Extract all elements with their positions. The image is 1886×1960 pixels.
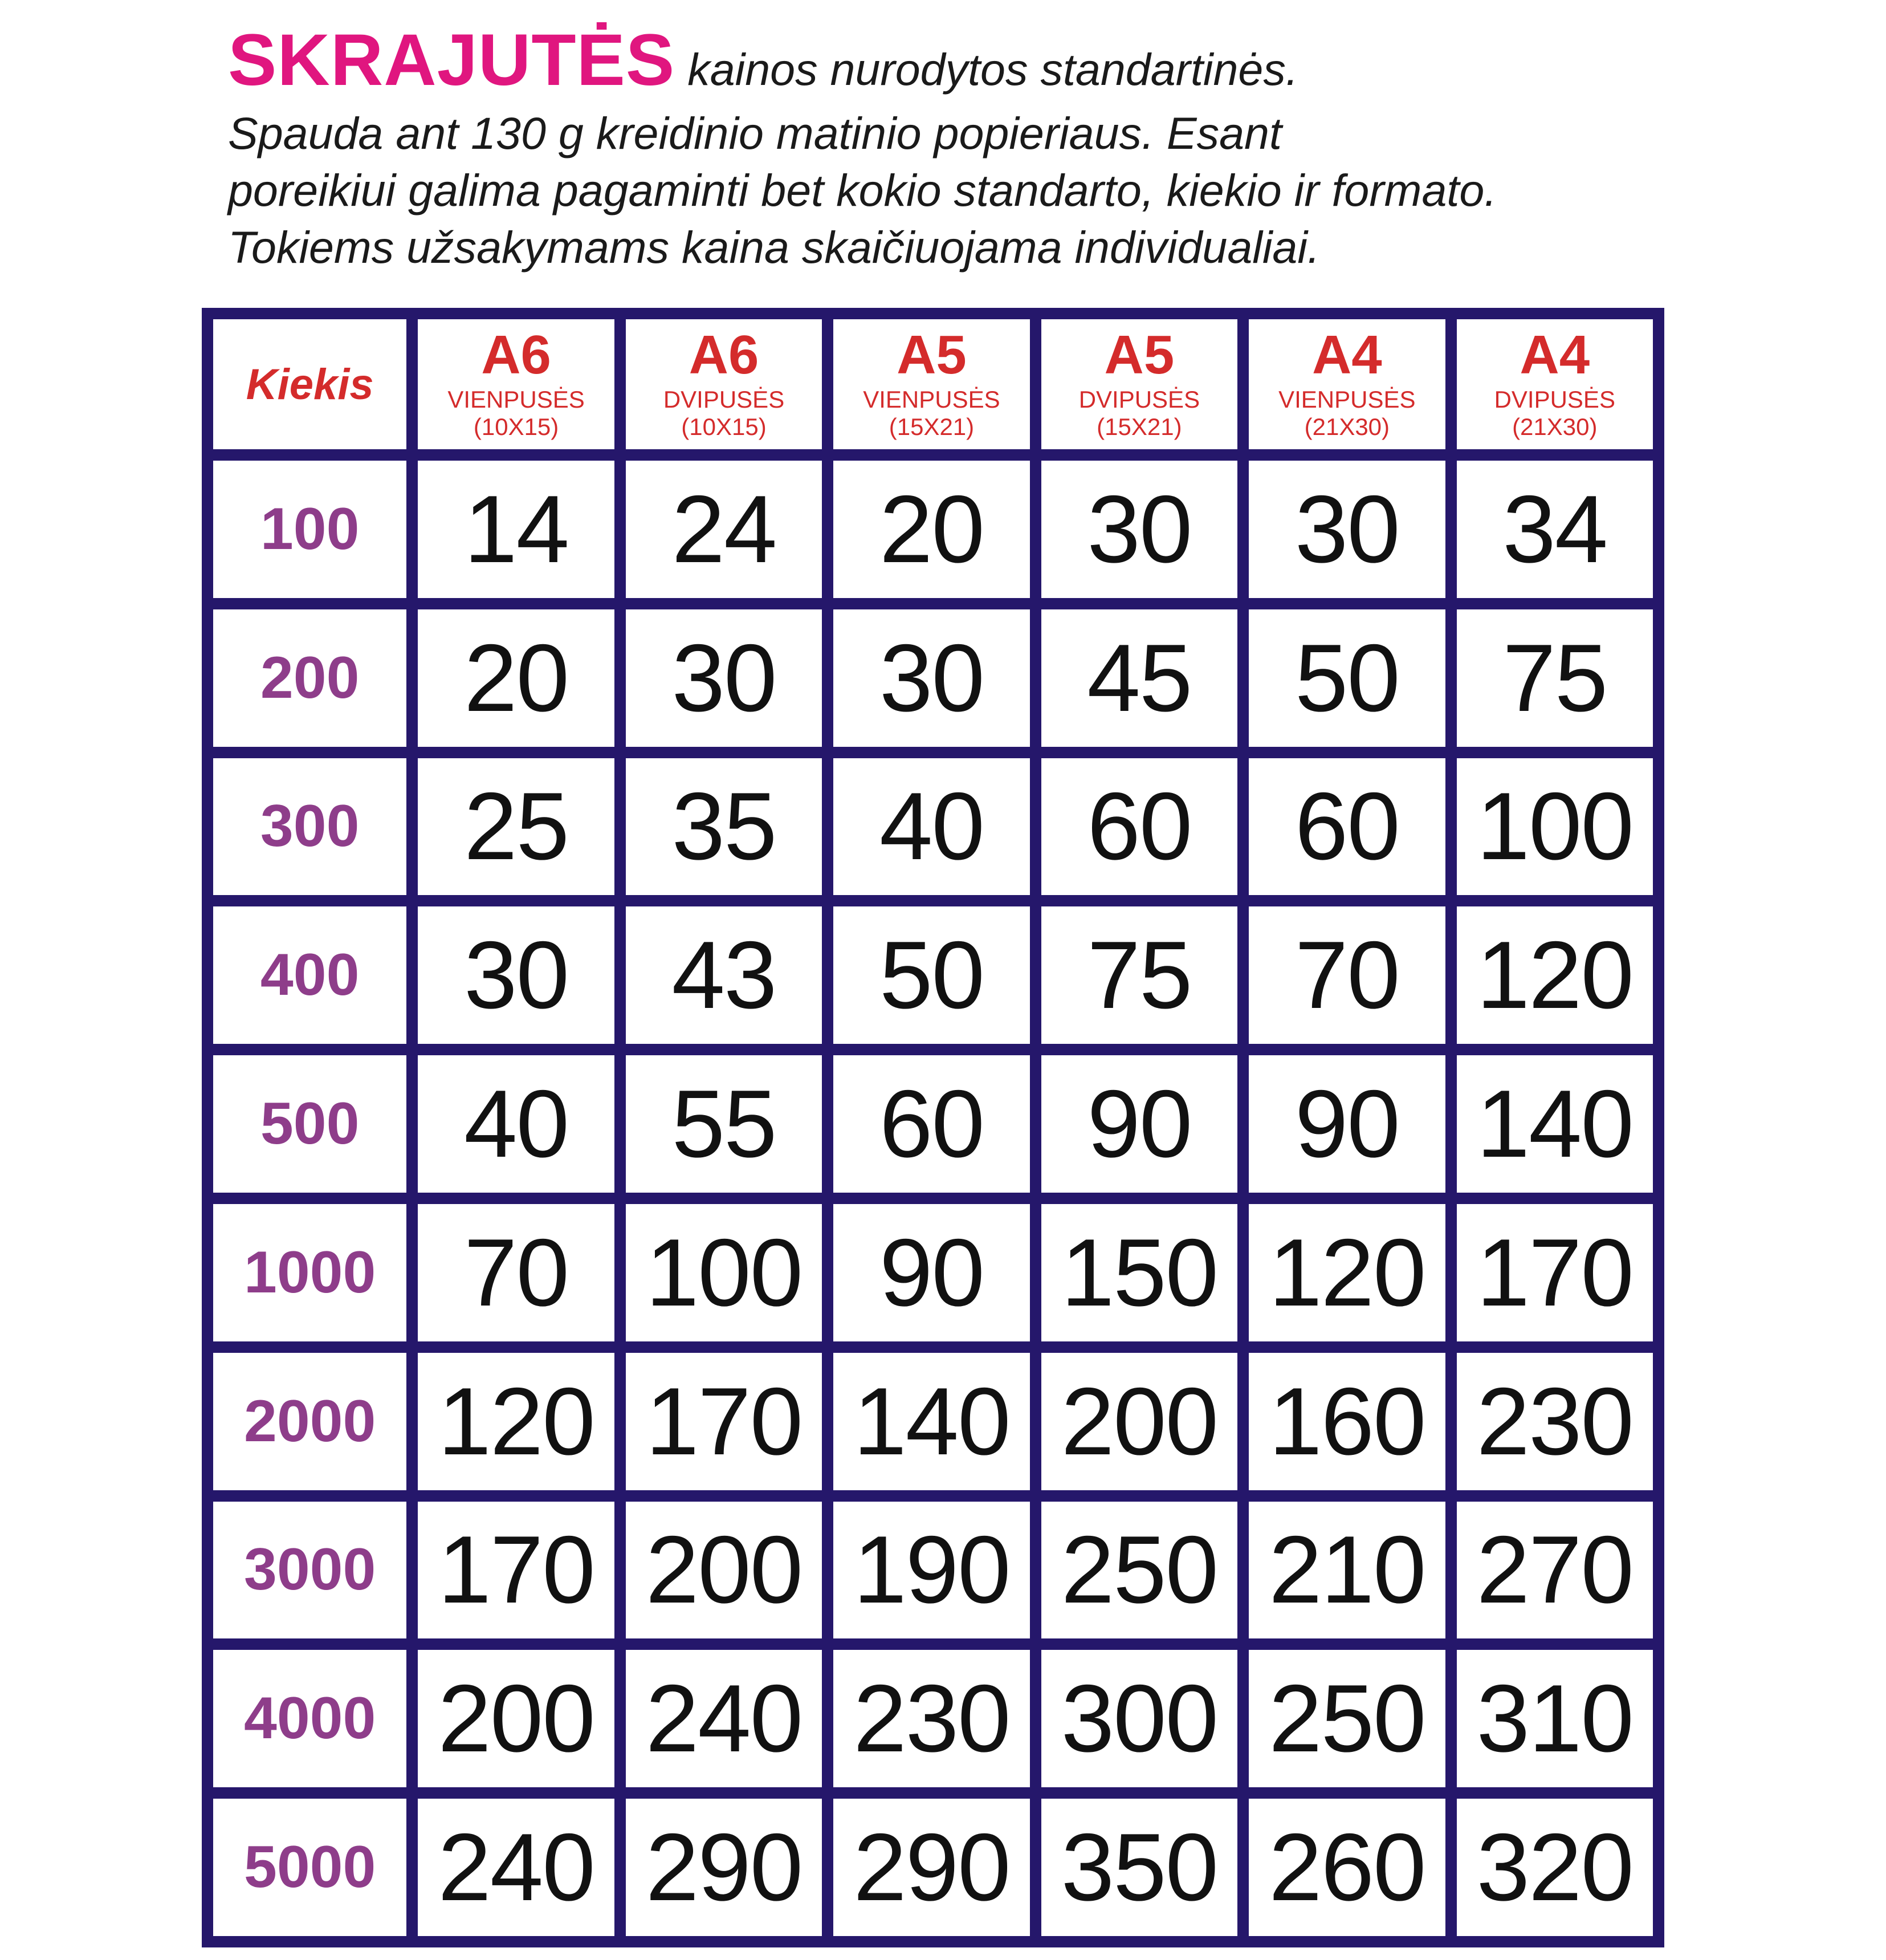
price-cell: 90 xyxy=(1243,1050,1451,1198)
price-cell: 50 xyxy=(1243,604,1451,753)
format-code: A4 xyxy=(1520,324,1590,385)
price-cell: 120 xyxy=(1243,1198,1451,1347)
price-cell: 240 xyxy=(412,1793,620,1942)
intro-block xyxy=(228,19,1869,276)
price-cell: 270 xyxy=(1451,1496,1659,1645)
price-cell: 290 xyxy=(828,1793,1035,1942)
format-header xyxy=(1243,314,1451,455)
price-cell: 170 xyxy=(620,1347,828,1496)
intro-first-line xyxy=(228,19,1869,105)
intro-line: poreikiui galima pagaminti bet kokio standarto, kiekio ir formato. xyxy=(228,165,1497,215)
price-cell: 20 xyxy=(412,604,620,753)
price-cell: 50 xyxy=(828,901,1035,1050)
page-title: SKRAJUTĖS xyxy=(228,19,675,101)
table-row xyxy=(207,901,1659,1050)
price-cell: 190 xyxy=(828,1496,1035,1645)
format-code: A5 xyxy=(897,324,967,385)
price-cell: 150 xyxy=(1036,1198,1243,1347)
format-size: (10X15) xyxy=(473,413,559,440)
price-cell: 160 xyxy=(1243,1347,1451,1496)
format-size: (15X21) xyxy=(889,413,975,440)
price-cell: 55 xyxy=(620,1050,828,1198)
quantity-cell: 500 xyxy=(207,1050,412,1198)
price-cell: 60 xyxy=(828,1050,1035,1198)
price-cell: 24 xyxy=(620,455,828,604)
price-cell: 100 xyxy=(620,1198,828,1347)
table-row xyxy=(207,1198,1659,1347)
quantity-cell: 2000 xyxy=(207,1347,412,1496)
format-header xyxy=(620,314,828,455)
quantity-cell: 400 xyxy=(207,901,412,1050)
header-row xyxy=(207,314,1659,455)
format-code: A5 xyxy=(1104,324,1175,385)
price-cell: 30 xyxy=(1243,455,1451,604)
page-subtitle: kainos nurodytos standartinės. xyxy=(687,44,1298,95)
price-cell: 30 xyxy=(620,604,828,753)
format-sides: VIENPUSĖS xyxy=(863,386,1000,413)
format-size: (21X30) xyxy=(1304,413,1390,440)
format-header xyxy=(1036,314,1243,455)
format-size: (10X15) xyxy=(681,413,767,440)
intro-line: Spauda ant 130 g kreidinio matinio popieriaus. Esant xyxy=(228,108,1282,158)
quantity-cell: 5000 xyxy=(207,1793,412,1942)
price-cell: 200 xyxy=(1036,1347,1243,1496)
price-cell: 43 xyxy=(620,901,828,1050)
format-header xyxy=(412,314,620,455)
format-sides: VIENPUSĖS xyxy=(447,386,585,413)
table-row xyxy=(207,1496,1659,1645)
table-row xyxy=(207,1347,1659,1496)
price-cell: 60 xyxy=(1243,753,1451,901)
price-cell: 30 xyxy=(828,604,1035,753)
format-sides: DVIPUSĖS xyxy=(1078,386,1200,413)
quantity-cell: 200 xyxy=(207,604,412,753)
format-sides: DVIPUSĖS xyxy=(1494,386,1615,413)
price-cell: 40 xyxy=(828,753,1035,901)
price-cell: 120 xyxy=(1451,901,1659,1050)
intro-line: Tokiems užsakymams kaina skaičiuojama individualiai. xyxy=(228,222,1320,273)
format-header xyxy=(828,314,1035,455)
price-cell: 75 xyxy=(1451,604,1659,753)
price-cell: 75 xyxy=(1036,901,1243,1050)
format-sides: DVIPUSĖS xyxy=(663,386,785,413)
format-size: (15X21) xyxy=(1097,413,1182,440)
table-row xyxy=(207,1793,1659,1942)
price-cell: 140 xyxy=(1451,1050,1659,1198)
price-cell: 320 xyxy=(1451,1793,1659,1942)
price-table xyxy=(202,308,1664,1947)
price-cell: 35 xyxy=(620,753,828,901)
table-row xyxy=(207,1644,1659,1793)
format-code: A4 xyxy=(1311,324,1382,385)
price-cell: 70 xyxy=(412,1198,620,1347)
price-cell: 170 xyxy=(1451,1198,1659,1347)
table-row xyxy=(207,455,1659,604)
table-row xyxy=(207,604,1659,753)
quantity-cell: 300 xyxy=(207,753,412,901)
price-cell: 90 xyxy=(1036,1050,1243,1198)
price-cell: 30 xyxy=(412,901,620,1050)
price-cell: 90 xyxy=(828,1198,1035,1347)
quantity-cell: 3000 xyxy=(207,1496,412,1645)
price-cell: 60 xyxy=(1036,753,1243,901)
format-size: (21X30) xyxy=(1512,413,1598,440)
table-row xyxy=(207,1050,1659,1198)
price-cell: 140 xyxy=(828,1347,1035,1496)
format-sides: VIENPUSĖS xyxy=(1278,386,1416,413)
price-cell: 120 xyxy=(412,1347,620,1496)
price-cell: 20 xyxy=(828,455,1035,604)
price-cell: 310 xyxy=(1451,1644,1659,1793)
price-cell: 240 xyxy=(620,1644,828,1793)
price-cell: 260 xyxy=(1243,1793,1451,1942)
format-header xyxy=(1451,314,1659,455)
format-code: A6 xyxy=(689,324,759,385)
price-cell: 30 xyxy=(1036,455,1243,604)
price-cell: 34 xyxy=(1451,455,1659,604)
price-cell: 230 xyxy=(1451,1347,1659,1496)
quantity-cell: 100 xyxy=(207,455,412,604)
format-code: A6 xyxy=(481,324,551,385)
price-cell: 210 xyxy=(1243,1496,1451,1645)
price-cell: 350 xyxy=(1036,1793,1243,1942)
price-cell: 170 xyxy=(412,1496,620,1645)
price-table-body xyxy=(207,455,1659,1942)
price-cell: 100 xyxy=(1451,753,1659,901)
price-cell: 250 xyxy=(1243,1644,1451,1793)
table-row xyxy=(207,753,1659,901)
price-cell: 40 xyxy=(412,1050,620,1198)
quantity-header: Kiekis xyxy=(207,314,412,455)
price-cell: 70 xyxy=(1243,901,1451,1050)
price-cell: 290 xyxy=(620,1793,828,1942)
quantity-cell: 1000 xyxy=(207,1198,412,1347)
price-cell: 250 xyxy=(1036,1496,1243,1645)
price-cell: 25 xyxy=(412,753,620,901)
price-cell: 230 xyxy=(828,1644,1035,1793)
price-cell: 200 xyxy=(412,1644,620,1793)
quantity-cell: 4000 xyxy=(207,1644,412,1793)
price-cell: 300 xyxy=(1036,1644,1243,1793)
price-cell: 200 xyxy=(620,1496,828,1645)
price-cell: 45 xyxy=(1036,604,1243,753)
price-cell: 14 xyxy=(412,455,620,604)
